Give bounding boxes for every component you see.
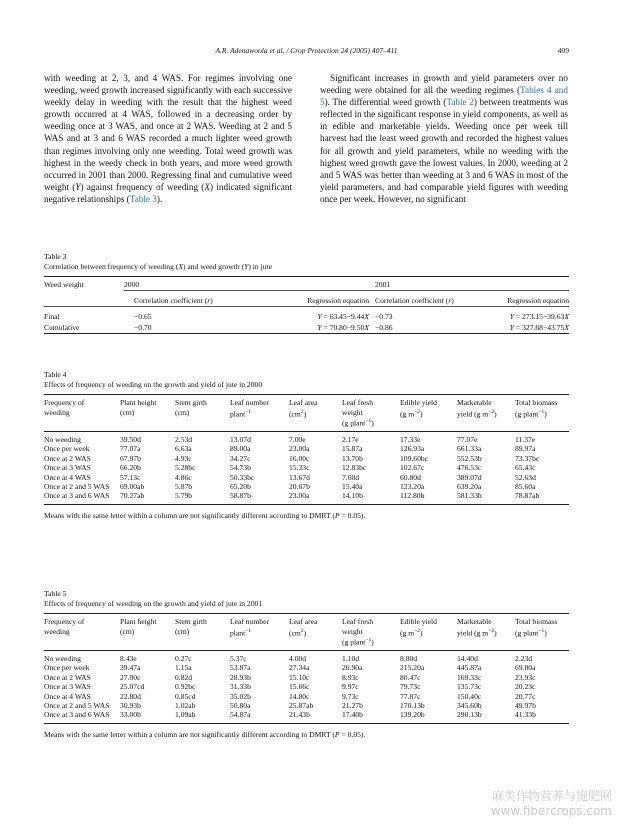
row-label: Once per week <box>44 444 90 454</box>
table-cell: 58.87b <box>230 491 251 501</box>
table-row <box>44 682 569 691</box>
row-label: Once at 2 WAS <box>44 453 91 463</box>
table-cell: 79.73c <box>400 682 421 692</box>
table-cell: 20.77c <box>515 691 536 701</box>
table2-link[interactable]: Table 2 <box>446 97 474 108</box>
table5-note: Means with the same letter within a column are not significantly different according to DMRT (P = 0.05). <box>44 729 366 739</box>
table-cell: 139.20b <box>400 710 425 720</box>
table-cell: 66.20b <box>120 463 141 473</box>
table-cell: 389.07d <box>457 472 482 482</box>
table-cell: 50.33bc <box>230 472 255 482</box>
table-cell: 54.87a <box>230 710 251 720</box>
table-cell: 39.47a <box>120 663 141 673</box>
table-header: Frequency of weeding Plant height (cm) Stem girth (cm) Leaf number plant$^{-1}$ Leaf area $(cm^2)$ Leaf fresh weight (g plant$^{-1}$) Edible yield (g $m^{-2}$) Marketable yield (g $m^{-2}$) Total biomass (g plant$^{-1}$) <box>44 614 569 651</box>
table-cell: 13.70b <box>342 453 363 463</box>
row-label: Once at 3 and 6 WAS <box>44 491 110 501</box>
table-cell: 50.80a <box>230 701 251 711</box>
table-cell: 25.87ab <box>289 701 314 711</box>
table5-caption: Effects of frequency of weeding on the growth and yield of jute in 2001 <box>44 599 263 608</box>
table-cell: 27.00c <box>120 672 141 682</box>
table-row <box>44 692 569 701</box>
table4-caption: Effects of frequency of weeding on the growth and yield of jute in 2000 <box>44 380 263 389</box>
table-cell: 73.37bc <box>515 453 540 463</box>
table-cell: 57.13c <box>120 472 141 482</box>
table-cell: 109.60bc <box>400 453 429 463</box>
table-cell: 1.10d <box>342 654 360 664</box>
table-cell: 7.00e <box>289 435 306 445</box>
table-cell: 4.86c <box>175 472 192 482</box>
tables-4-5-link[interactable]: Tables 4 and 5 <box>320 85 568 108</box>
table-cell: 77.07a <box>120 444 141 454</box>
row-label: Once at 4 WAS <box>44 472 91 482</box>
table-cell: 0.27c <box>175 654 192 664</box>
row-label: Once at 3 WAS <box>44 682 91 692</box>
table-cell: 135.73c <box>457 682 482 692</box>
table-cell: 21.27b <box>342 701 363 711</box>
table-row <box>44 673 569 682</box>
table-cell: 15.40a <box>342 482 363 492</box>
table-cell: 70.27ab <box>120 491 145 501</box>
table-header: Frequency of weeding Plant height (cm) Stem girth (cm) Leaf number plant$^{-1}$ Leaf area $(cm^2)$ Leaf fresh weight (g plant$^{-1}$) Edible yield (g $m^{-2}$) Marketable yield (g $m^{-2}$) Total biomass (g plant$^{-1}$) <box>44 395 569 432</box>
table-cell: 31.33b <box>230 682 251 692</box>
table-cell: 126.93a <box>400 444 425 454</box>
table5-label: Table 5 <box>44 589 67 598</box>
table-cell: 8.43e <box>120 654 137 664</box>
table-row: Cumulative −0.70 Y = 70.80−9.50X −0.86 Y = 327.68−43.75X <box>44 323 569 332</box>
table-cell: 54.73b <box>230 463 251 473</box>
row-label: Once at 2 and 5 WAS <box>44 701 110 711</box>
table-cell: 23.93c <box>515 672 536 682</box>
table-cell: 639.20a <box>457 482 482 492</box>
table-cell: 17.40b <box>342 710 363 720</box>
table-cell: 23.00a <box>289 491 310 501</box>
table-cell: 445.87a <box>457 663 482 673</box>
year-2000: 2000 <box>124 279 369 291</box>
table-3 <box>44 252 569 334</box>
col-weed-weight: Weed weight <box>44 280 84 289</box>
table-cell: 215.20a <box>400 663 425 673</box>
left-column <box>44 72 292 205</box>
table-cell: 6.63a <box>175 444 192 454</box>
table-cell: 89.00a <box>230 444 251 454</box>
table4-note: Means with the same letter within a column are not significantly different according to DMRT (P = 0.05). <box>44 510 366 520</box>
table-cell: 5.37c <box>230 654 247 664</box>
row-label: Once at 2 and 5 WAS <box>44 482 110 492</box>
right-column <box>320 72 568 205</box>
table-cell: 77.07e <box>457 435 478 445</box>
table-cell: 53.87a <box>230 663 251 673</box>
table-4 <box>44 370 569 520</box>
table-cell: 11.37e <box>515 435 536 445</box>
table-cell: 112.80b <box>400 491 425 501</box>
table-cell: 8.80d <box>400 654 418 664</box>
table-cell: 102.67c <box>400 463 425 473</box>
table-cell: 33.00b <box>120 710 141 720</box>
table-cell: 581.33b <box>457 491 482 501</box>
right-paragraph: Significant increases in growth and yield parameters over no weeding were obtained for all the weeding regimes (Tables 4 and 5). The differential weed growth (Table 2) between treatments was reflected in the significant response in yield components, as well as in edible and marketable yields. Weeding once per week till harvest had the least weed growth and recorded the highest values for all growth and yield parameters, while no weeding with the highest weed growth gave the lowest values. In 2000, weeding at 2 and 5 WAS was better than weeding at 3 and 6 WAS in most of the yield parameters, and had comparable yield figures with weeding once per week. However, no significant <box>320 73 568 204</box>
table-cell: 0.85cd <box>175 691 196 701</box>
table-cell: 67.97b <box>120 453 141 463</box>
table-cell: 1.09ab <box>175 710 196 720</box>
table-cell: 345.60b <box>457 701 482 711</box>
sub-corr-2001: Correlation coefficient (r) <box>369 295 469 307</box>
table-cell: 5.79b <box>175 491 193 501</box>
table-cell: 69.80a <box>515 663 536 673</box>
table-cell: 39.50d <box>120 435 141 445</box>
page-number: 409 <box>557 46 569 55</box>
table-cell: 0.82d <box>175 672 193 682</box>
table-cell: 13.07d <box>230 435 251 445</box>
row-label: Once at 3 WAS <box>44 463 91 473</box>
table-row <box>44 491 569 504</box>
table-row <box>44 454 569 463</box>
table-cell: 9.73c <box>342 691 359 701</box>
table-row: Final −0.65 Y = 63.45−9.44X −0.73 Y = 273.15−39.63X <box>44 312 569 321</box>
table3-link[interactable]: Table 3 <box>129 193 157 204</box>
table-cell: 2.23d <box>515 654 533 664</box>
table-cell: 23.00a <box>289 444 310 454</box>
table-row <box>44 444 569 453</box>
watermark-chinese: 麻类作物营养与施肥网 <box>491 789 612 803</box>
table-cell: 15.33c <box>289 463 310 473</box>
year-2001: 2001 <box>369 279 569 291</box>
table-cell: 552.53b <box>457 453 482 463</box>
table-cell: 290.13b <box>457 710 482 720</box>
sub-reg-2001: Regression equation <box>469 295 569 307</box>
table-cell: 2.17e <box>342 435 359 445</box>
table-cell: 8.93c <box>342 672 359 682</box>
table-cell: 27.34a <box>289 663 310 673</box>
table-cell: 0.92bc <box>175 682 196 692</box>
table-cell: 65.43c <box>515 463 536 473</box>
table-cell: 15.66c <box>289 682 310 692</box>
table-cell: 30.93b <box>120 701 141 711</box>
table-cell: 52.63d <box>515 472 536 482</box>
watermark-url: www.fibercrops.com <box>490 804 612 818</box>
running-header <box>44 46 569 58</box>
table-cell: 1.15a <box>175 663 192 673</box>
table-row <box>44 463 569 472</box>
table-cell: 4.00d <box>289 654 307 664</box>
table4-label: Table 4 <box>44 370 67 379</box>
table-cell: 22.80d <box>120 691 141 701</box>
table-cell: 26.90a <box>342 663 363 673</box>
row-label: Once at 2 WAS <box>44 672 91 682</box>
table-cell: 169.33c <box>457 672 482 682</box>
table-row <box>44 710 569 723</box>
table-cell: 14.40d <box>457 654 478 664</box>
sub-reg-2000: Regression equation <box>254 295 369 307</box>
running-title: A.R. Adenawoola et al. / Crop Protection 24 (2005) 407–411 <box>215 46 398 55</box>
table-row <box>44 663 569 672</box>
table-cell: 65.20b <box>230 482 251 492</box>
table-cell: 170.13b <box>400 701 425 711</box>
row-label: No weeding <box>44 654 81 664</box>
table-cell: 80.47c <box>400 672 421 682</box>
row-label: No weeding <box>44 435 81 445</box>
table-cell: 20.23c <box>515 682 536 692</box>
table-cell: 16.00c <box>289 453 310 463</box>
table-cell: 28.93b <box>230 672 251 682</box>
table-cell: 12.83bc <box>342 463 367 473</box>
table-row <box>44 432 569 445</box>
table-cell: 21.43b <box>289 710 310 720</box>
table-cell: 85.60a <box>515 482 536 492</box>
table-cell: 5.87b <box>175 482 193 492</box>
table-cell: 13.67d <box>289 472 310 482</box>
table-cell: 15.10c <box>289 672 310 682</box>
table-cell: 9.97c <box>342 682 359 692</box>
table-cell: 20.67b <box>289 482 310 492</box>
table-5 <box>44 589 569 739</box>
table-cell: 7.60d <box>342 472 360 482</box>
table-cell: 49.97b <box>515 701 536 711</box>
table-row <box>44 651 569 664</box>
table-cell: 15.87a <box>342 444 363 454</box>
table-cell: 77.87c <box>400 691 421 701</box>
row-label: Once at 4 WAS <box>44 691 91 701</box>
table-cell: 150.40c <box>457 691 482 701</box>
table3-caption: Correlation between frequency of weeding (X) and weed growth (Y) in jute <box>44 262 272 271</box>
table-cell: 41.33b <box>515 710 536 720</box>
table-cell: 1.02ab <box>175 701 196 711</box>
row-label: Once at 3 and 6 WAS <box>44 710 110 720</box>
table-cell: 5.28bc <box>175 463 196 473</box>
table-cell: 78.87ab <box>515 491 540 501</box>
left-paragraph: with weeding at 2, 3, and 4 WAS. For regimes involving one weeding, weed growth increased significantly with each successive weekly delay in weeding with the result that the highest weed growth occurred at 4 WAS, followed in a decreasing order by weeding once at 3 WAS, and once at 2 WAS. Weeding at 2 and 5 WAS and at 3 and 6 WAS recorded a much lighter weed growth than regimes involving only one weeding. Total weed growth was highest in the weedy check in both years, and more weed growth occurred in 2001 than 2000. Regressing final and cumulative weed weight (Y) against frequency of weeding (X) indicated significant negative relationships (Table 3). <box>44 73 292 204</box>
table-cell: 89.97a <box>515 444 536 454</box>
table-row <box>44 473 569 482</box>
table-cell: 25.07cd <box>120 682 145 692</box>
table-cell: 476.53c <box>457 463 482 473</box>
table-cell: 661.33a <box>457 444 482 454</box>
table-cell: 17.33e <box>400 435 421 445</box>
sub-corr-2000: Correlation coefficient (r) <box>124 295 254 307</box>
table-cell: 2.53d <box>175 435 193 445</box>
table-cell: 4.93c <box>175 453 192 463</box>
table-row <box>44 482 569 491</box>
table-cell: 14.10b <box>342 491 363 501</box>
table-row <box>44 701 569 710</box>
site-watermark <box>491 787 612 818</box>
table-cell: 69.00ab <box>120 482 145 492</box>
table-cell: 35.02b <box>230 691 251 701</box>
table3-label: Table 3 <box>44 252 67 261</box>
table-cell: 123.20a <box>400 482 425 492</box>
table-cell: 14.80c <box>289 691 310 701</box>
table-cell: 60.80d <box>400 472 421 482</box>
row-label: Once per week <box>44 663 90 673</box>
table-cell: 34.27c <box>230 453 251 463</box>
